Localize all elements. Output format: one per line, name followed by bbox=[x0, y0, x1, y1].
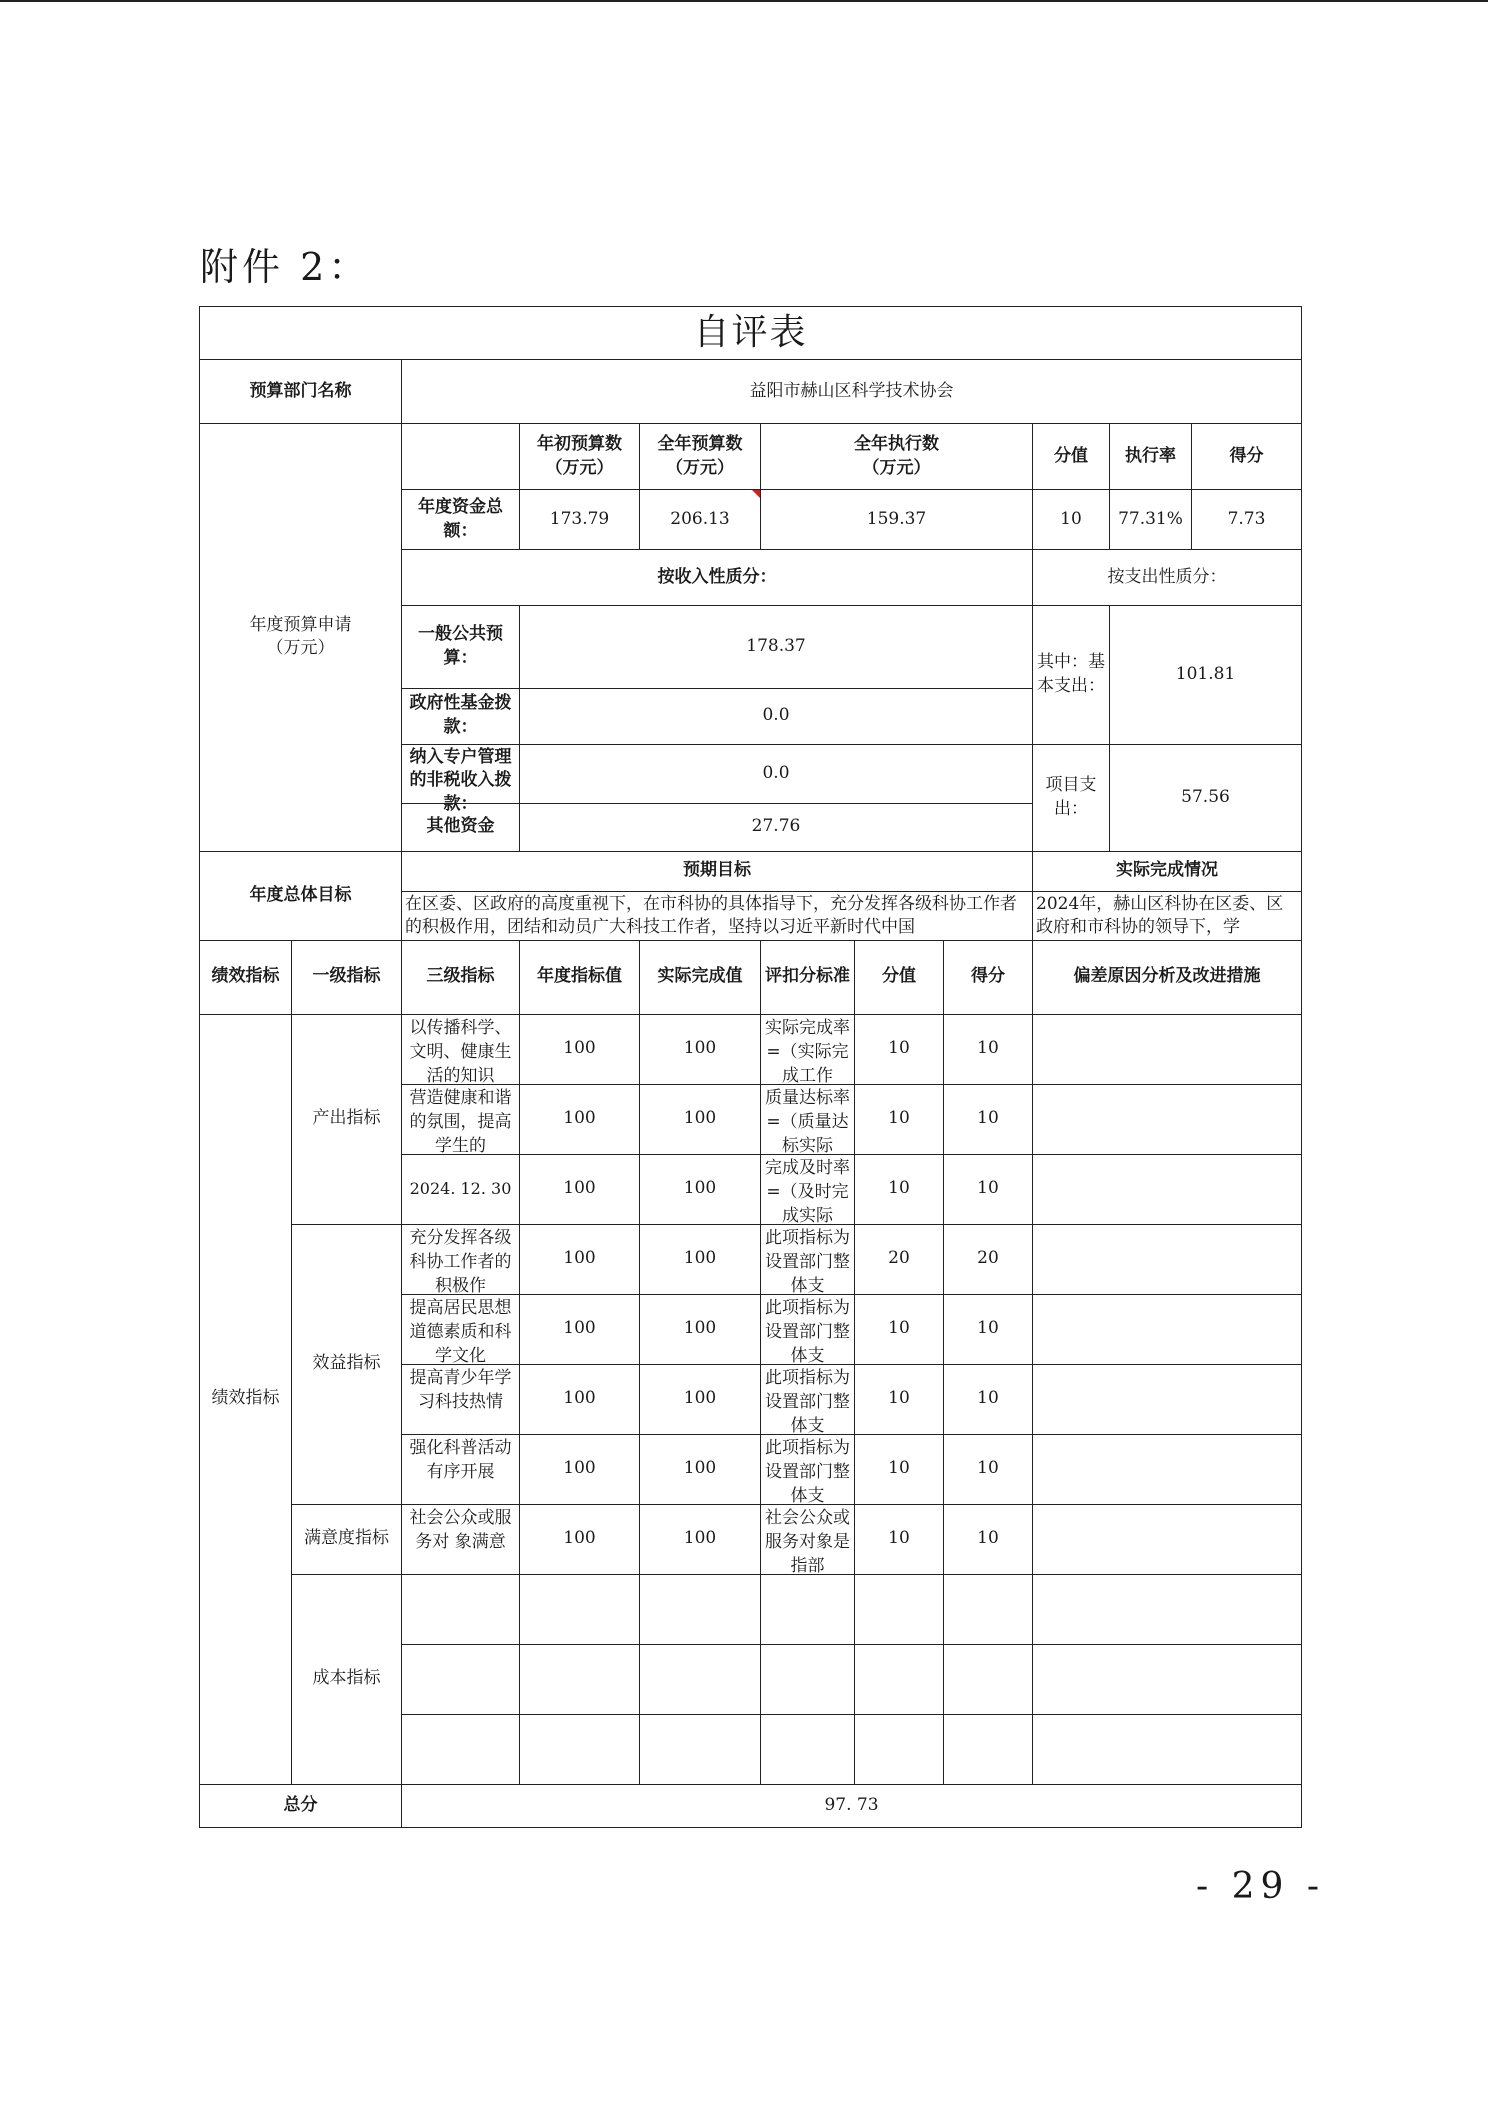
target-value: 100 bbox=[520, 1434, 640, 1504]
indicator-text: 强化科普活动有序开展 bbox=[409, 1438, 512, 1482]
empty-cell bbox=[761, 1644, 855, 1714]
indicator-text: 以传播科学、文明、健康生活的知识 bbox=[409, 1018, 512, 1086]
general-budget-value: 178.37 bbox=[520, 606, 1033, 688]
deviation-cell bbox=[1033, 1014, 1302, 1084]
indicator-text: 提高居民思想道德素质和科学文化 bbox=[409, 1298, 512, 1366]
other-funds-label: 其他资金 bbox=[402, 803, 520, 851]
basic-expense-value: 101.81 bbox=[1110, 606, 1302, 744]
score-value: 10 bbox=[855, 1014, 944, 1084]
empty-cell bbox=[761, 1714, 855, 1784]
empty-cell bbox=[402, 1714, 520, 1784]
by-expense-label: 按支出性质分： bbox=[1033, 550, 1302, 606]
indicator-text: 充分发挥各级科协工作者的积极作 bbox=[409, 1228, 512, 1296]
standard-cell bbox=[761, 1084, 855, 1154]
col-initial-budget: 年初预算数 （万元） bbox=[520, 424, 640, 490]
indicator-cell bbox=[402, 1014, 520, 1084]
indicator-text: 2024. 12. 30 bbox=[402, 1154, 520, 1224]
col-exec-rate: 执行率 bbox=[1110, 424, 1192, 490]
standard-cell bbox=[761, 1294, 855, 1364]
target-value: 100 bbox=[520, 1014, 640, 1084]
group-cost: 成本指标 bbox=[292, 1574, 402, 1784]
expected-goal-text: 在区委、区政府的高度重视下，在市科协的具体指导下，充分发挥各级科协工作者的积极作用，团结和动员广大科技工作者，坚持以习近平新时代中国 bbox=[405, 893, 1017, 937]
basic-expense-label: 其中：基本支出： bbox=[1033, 606, 1110, 744]
general-budget-label: 一般公共预算： bbox=[402, 606, 520, 688]
empty-cell bbox=[640, 1644, 761, 1714]
hdr-level3: 三级指标 bbox=[402, 940, 520, 1014]
empty-cell bbox=[944, 1644, 1033, 1714]
score-value: 10 bbox=[855, 1084, 944, 1154]
standard-cell bbox=[761, 1014, 855, 1084]
total-exec-rate: 77.31% bbox=[1110, 490, 1192, 550]
actual-value: 100 bbox=[640, 1154, 761, 1224]
gov-fund-label: 政府性基金拨款： bbox=[402, 688, 520, 744]
indicator-cell bbox=[402, 1364, 520, 1434]
target-value: 100 bbox=[520, 1084, 640, 1154]
hdr-annual-target: 年度指标值 bbox=[520, 940, 640, 1014]
standard-text: 实际完成率=（实际完成工作 bbox=[765, 1018, 850, 1086]
comment-marker-icon bbox=[752, 490, 760, 498]
hdr-deviation: 偏差原因分析及改进措施 bbox=[1033, 940, 1302, 1014]
actual-value: 100 bbox=[640, 1084, 761, 1154]
target-value: 100 bbox=[520, 1294, 640, 1364]
empty-cell bbox=[855, 1644, 944, 1714]
target-value: 100 bbox=[520, 1224, 640, 1294]
nontax-value: 0.0 bbox=[520, 744, 1033, 803]
empty-cell bbox=[520, 1644, 640, 1714]
total-funds-label: 年度资金总额： bbox=[402, 490, 520, 550]
empty-cell bbox=[944, 1714, 1033, 1784]
actual-value: 100 bbox=[640, 1224, 761, 1294]
deviation-cell bbox=[1033, 1434, 1302, 1504]
standard-cell bbox=[761, 1154, 855, 1224]
total-score-label: 总分 bbox=[200, 1784, 402, 1827]
empty-cell bbox=[1033, 1714, 1302, 1784]
deviation-cell bbox=[1033, 1294, 1302, 1364]
hdr-actual-value: 实际完成值 bbox=[640, 940, 761, 1014]
empty-cell bbox=[761, 1574, 855, 1644]
dept-label: 预算部门名称 bbox=[200, 360, 402, 424]
gov-fund-value: 0.0 bbox=[520, 688, 1033, 744]
indicator-text: 营造健康和谐的氛围，提高学生的 bbox=[409, 1088, 512, 1156]
standard-text: 此项指标为设置部门整体支 bbox=[765, 1298, 850, 1366]
score: 10 bbox=[944, 1294, 1033, 1364]
empty-cell bbox=[640, 1714, 761, 1784]
standard-text: 社会公众或服务对象是指部 bbox=[765, 1508, 850, 1576]
total-score-value: 97. 73 bbox=[402, 1784, 1302, 1827]
score: 10 bbox=[944, 1154, 1033, 1224]
empty-cell bbox=[520, 1574, 640, 1644]
standard-text: 此项指标为设置部门整体支 bbox=[765, 1368, 850, 1436]
score: 10 bbox=[944, 1364, 1033, 1434]
empty-cell bbox=[402, 1644, 520, 1714]
actual-value: 100 bbox=[640, 1364, 761, 1434]
indicator-cell bbox=[402, 1294, 520, 1364]
total-initial-value: 173.79 bbox=[520, 490, 640, 550]
standard-cell bbox=[761, 1504, 855, 1574]
score: 10 bbox=[944, 1434, 1033, 1504]
goals-row-label: 年度总体目标 bbox=[200, 851, 402, 940]
attachment-heading: 附件 2： bbox=[200, 245, 371, 289]
category-label: 绩效指标 bbox=[200, 1014, 292, 1784]
score: 20 bbox=[944, 1224, 1033, 1294]
standard-text: 此项指标为设置部门整体支 bbox=[765, 1438, 850, 1506]
col-score: 得分 bbox=[1192, 424, 1302, 490]
score: 10 bbox=[944, 1504, 1033, 1574]
standard-text: 质量达标率=（质量达标实际 bbox=[765, 1088, 850, 1156]
hdr-level1: 一级指标 bbox=[292, 940, 402, 1014]
score: 10 bbox=[944, 1084, 1033, 1154]
target-value: 100 bbox=[520, 1364, 640, 1434]
deviation-cell bbox=[1033, 1224, 1302, 1294]
expected-goal-cell bbox=[402, 891, 1033, 940]
col-execution: 全年执行数 （万元） bbox=[761, 424, 1033, 490]
deviation-cell bbox=[1033, 1084, 1302, 1154]
col-score-value: 分值 bbox=[1033, 424, 1110, 490]
hdr-score: 得分 bbox=[944, 940, 1033, 1014]
other-funds-value: 27.76 bbox=[520, 803, 1033, 851]
deviation-cell bbox=[1033, 1154, 1302, 1224]
actual-completion-header: 实际完成情况 bbox=[1033, 851, 1302, 891]
indicator-cell bbox=[402, 1434, 520, 1504]
empty-cell bbox=[640, 1574, 761, 1644]
actual-value: 100 bbox=[640, 1294, 761, 1364]
funds-row-label: 年度预算申请 （万元） bbox=[200, 424, 402, 851]
total-full-cell bbox=[640, 490, 761, 550]
empty-cell bbox=[1033, 1574, 1302, 1644]
standard-text: 完成及时率=（及时完成实际 bbox=[765, 1158, 850, 1226]
by-income-label: 按收入性质分： bbox=[402, 550, 1033, 606]
hdr-performance: 绩效指标 bbox=[200, 940, 292, 1014]
indicator-text: 提高青少年学习科技热情 bbox=[409, 1368, 512, 1412]
project-expense-label: 项目支出： bbox=[1033, 744, 1110, 851]
actual-value: 100 bbox=[640, 1504, 761, 1574]
total-full-value: 206.13 bbox=[670, 509, 730, 530]
dept-value: 益阳市赫山区科学技术协会 bbox=[402, 360, 1302, 424]
self-evaluation-table bbox=[199, 306, 1302, 1828]
score-value: 10 bbox=[855, 1294, 944, 1364]
score-value: 10 bbox=[855, 1364, 944, 1434]
target-value: 100 bbox=[520, 1154, 640, 1224]
indicator-cell bbox=[402, 1504, 520, 1574]
actual-completion-text: 2024年，赫山区科协在区委、区政府和市科协的领导下，学 bbox=[1036, 893, 1284, 937]
col-full-budget: 全年预算数 （万元） bbox=[640, 424, 761, 490]
nontax-label-cell bbox=[402, 744, 520, 815]
actual-value: 100 bbox=[640, 1434, 761, 1504]
total-score-value: 10 bbox=[1033, 490, 1110, 550]
score: 10 bbox=[944, 1014, 1033, 1084]
deviation-cell bbox=[1033, 1504, 1302, 1574]
empty-cell bbox=[855, 1574, 944, 1644]
total-exec-value: 159.37 bbox=[761, 490, 1033, 550]
group-benefit: 效益指标 bbox=[292, 1224, 402, 1504]
score-value: 10 bbox=[855, 1434, 944, 1504]
project-expense-value: 57.56 bbox=[1110, 744, 1302, 851]
indicator-cell bbox=[402, 1224, 520, 1294]
empty-cell bbox=[1033, 1644, 1302, 1714]
empty-cell bbox=[520, 1714, 640, 1784]
empty-cell bbox=[944, 1574, 1033, 1644]
table-title: 自评表 bbox=[200, 307, 1302, 360]
score-value: 10 bbox=[855, 1154, 944, 1224]
expected-goal-header: 预期目标 bbox=[402, 851, 1033, 891]
group-satisfaction: 满意度指标 bbox=[292, 1504, 402, 1574]
standard-cell bbox=[761, 1364, 855, 1434]
indicator-cell bbox=[402, 1084, 520, 1154]
empty-cell bbox=[855, 1714, 944, 1784]
target-value: 100 bbox=[520, 1504, 640, 1574]
score-value: 10 bbox=[855, 1504, 944, 1574]
nontax-label: 纳入专户管理的非税收入拨款： bbox=[409, 746, 512, 815]
hdr-score-value: 分值 bbox=[855, 940, 944, 1014]
actual-completion-cell bbox=[1033, 891, 1302, 940]
hdr-scoring-standard: 评扣分标准 bbox=[761, 940, 855, 1014]
standard-text: 此项指标为设置部门整体支 bbox=[765, 1228, 850, 1296]
total-score: 7.73 bbox=[1192, 490, 1302, 550]
score-value: 20 bbox=[855, 1224, 944, 1294]
top-border-line bbox=[0, 0, 1488, 2]
indicator-text: 社会公众或服务对 象满意 bbox=[409, 1508, 512, 1552]
deviation-cell bbox=[1033, 1364, 1302, 1434]
standard-cell bbox=[761, 1224, 855, 1294]
empty-cell bbox=[402, 1574, 520, 1644]
standard-cell bbox=[761, 1434, 855, 1504]
page-number: - 29 - bbox=[1196, 1866, 1326, 1907]
group-output: 产出指标 bbox=[292, 1014, 402, 1224]
funds-header-empty bbox=[402, 424, 520, 490]
actual-value: 100 bbox=[640, 1014, 761, 1084]
